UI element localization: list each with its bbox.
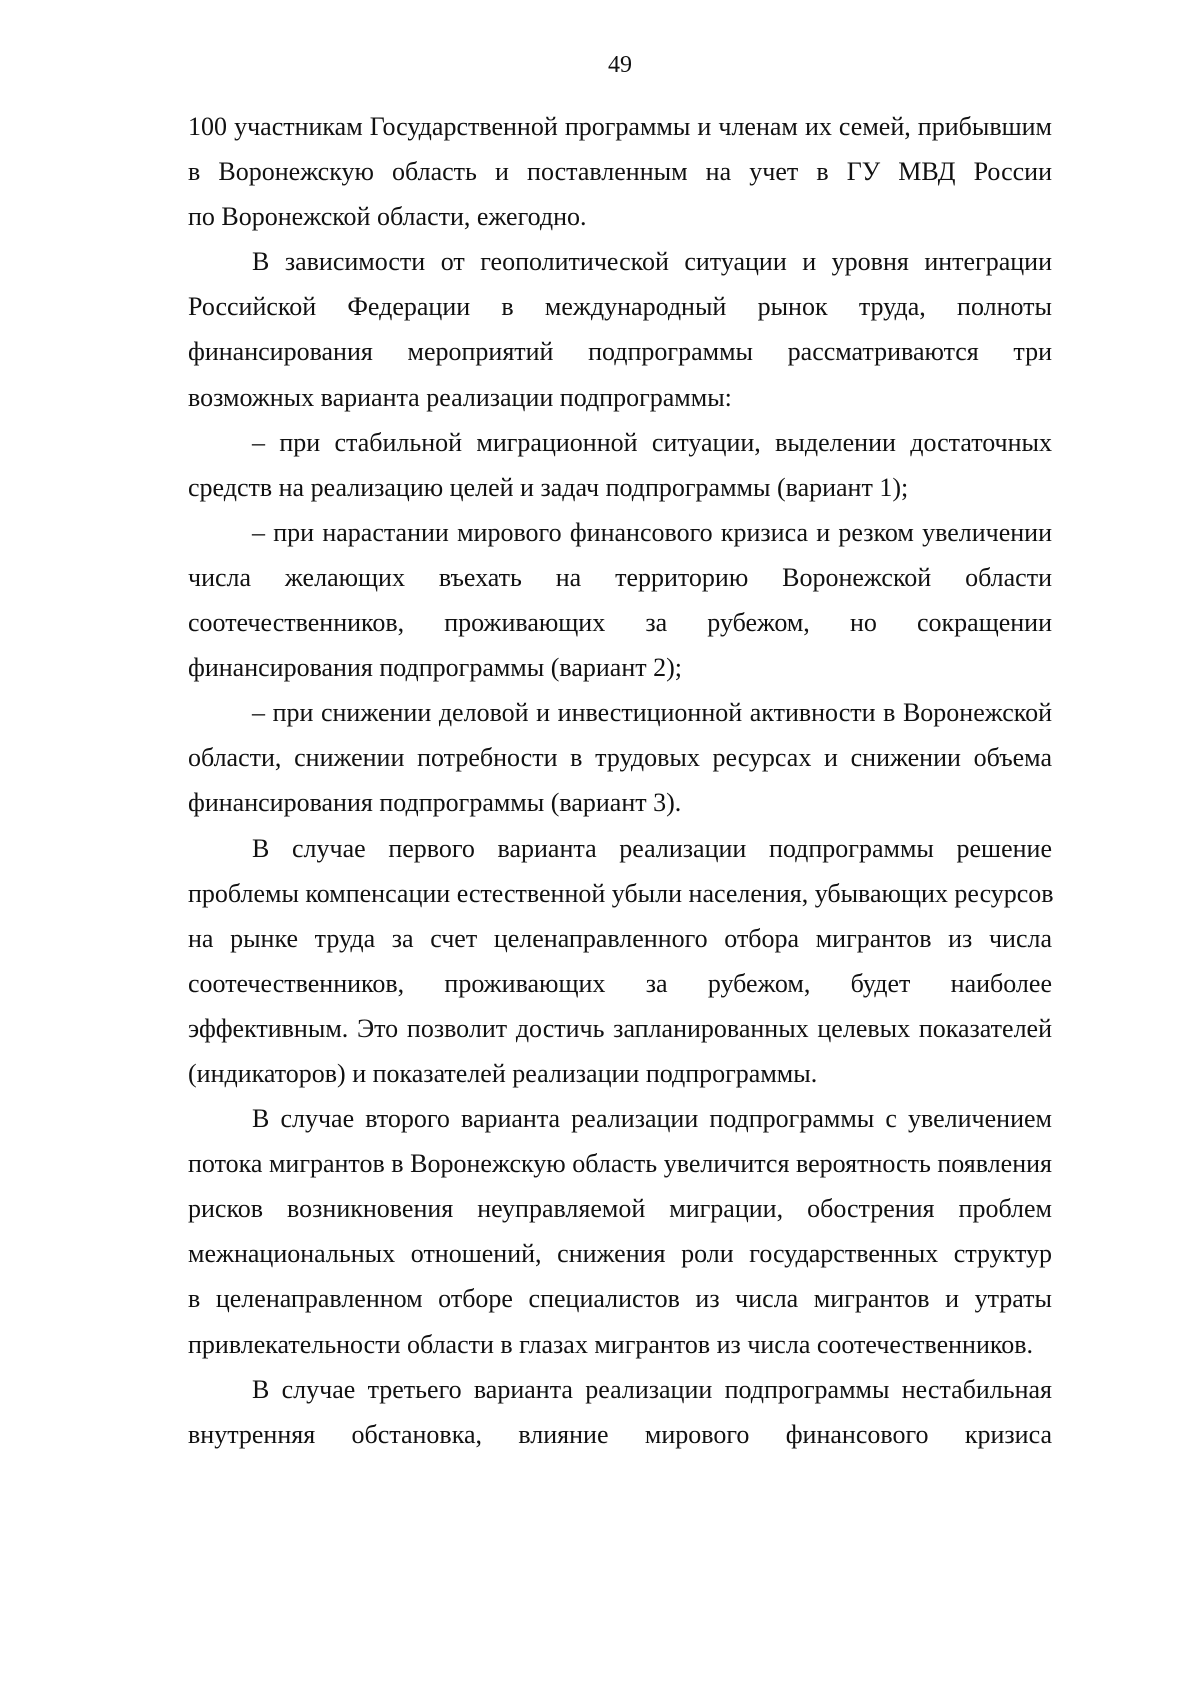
text-line: финансирования мероприятий подпрограммы рассматриваются три xyxy=(188,337,1052,367)
text-line: по Воронежской области, ежегодно. xyxy=(188,202,587,232)
text-line: – при нарастании мирового финансового кризиса и резком увеличении xyxy=(252,517,1052,547)
paragraph xyxy=(188,104,1052,239)
text-line: (индикаторов) и показателей реализации подпрограммы. xyxy=(188,1058,818,1088)
text-line: соотечественников, проживающих за рубежом, будет наиболее xyxy=(188,968,1052,998)
paragraph xyxy=(188,1096,1052,1367)
text-line: соотечественников, проживающих за рубежом, но сокращении xyxy=(188,608,1052,638)
text-line: Российской Федерации в международный рынок труда, полноты xyxy=(188,292,1052,322)
text-line: в целенаправленном отборе специалистов из числа мигрантов и утраты xyxy=(188,1284,1052,1314)
paragraph xyxy=(188,420,1052,510)
text-line: финансирования подпрограммы (вариант 2); xyxy=(188,653,682,683)
paragraph xyxy=(188,1367,1052,1457)
text-line: возможных варианта реализации подпрограммы: xyxy=(188,382,732,412)
text-line: на рынке труда за счет целенаправленного отбора мигрантов из числа xyxy=(188,923,1052,953)
text-line: числа желающих въехать на территорию Воронежской области xyxy=(188,562,1052,592)
text-line: В случае первого варианта реализации подпрограммы решение xyxy=(252,833,1052,863)
text-line: области, снижении потребности в трудовых ресурсах и снижении объема xyxy=(188,743,1052,773)
text-line: В зависимости от геополитической ситуации и уровня интеграции xyxy=(252,247,1052,277)
text-line: финансирования подпрограммы (вариант 3). xyxy=(188,788,682,818)
paragraph xyxy=(188,690,1052,825)
document-body xyxy=(188,104,1052,1457)
text-line: – при стабильной миграционной ситуации, выделении достаточных xyxy=(252,427,1052,457)
text-line: В случае второго варианта реализации подпрограммы с увеличением xyxy=(252,1104,1052,1134)
paragraph xyxy=(188,239,1052,419)
text-line: потока мигрантов в Воронежскую область увеличится вероятность появления xyxy=(188,1149,1052,1179)
text-line: В случае третьего варианта реализации подпрограммы нестабильная xyxy=(252,1374,1052,1404)
text-line: 100 участникам Государственной программы и членам их семей, прибывшим xyxy=(188,112,1052,141)
paragraph xyxy=(188,826,1052,1097)
text-line: – при снижении деловой и инвестиционной активности в Воронежской xyxy=(252,698,1052,728)
text-line: проблемы компенсации естественной убыли населения, убывающих ресурсов xyxy=(188,878,1054,908)
text-line: межнациональных отношений, снижения роли государственных структур xyxy=(188,1239,1052,1269)
text-line: рисков возникновения неуправляемой миграции, обострения проблем xyxy=(188,1194,1052,1224)
page-number: 49 xyxy=(608,52,632,78)
text-line: средств на реализацию целей и задач подпрограммы (вариант 1); xyxy=(188,472,909,502)
paragraph xyxy=(188,510,1052,690)
text-line: в Воронежскую область и поставленным на учет в ГУ МВД России xyxy=(188,157,1052,187)
text-line: привлекательности области в глазах мигрантов из числа соотечественников. xyxy=(188,1329,1033,1359)
text-line: эффективным. Это позволит достичь запланированных целевых показателей xyxy=(188,1013,1052,1043)
text-line: внутренняя обстановка, влияние мирового финансового кризиса xyxy=(188,1419,1052,1449)
